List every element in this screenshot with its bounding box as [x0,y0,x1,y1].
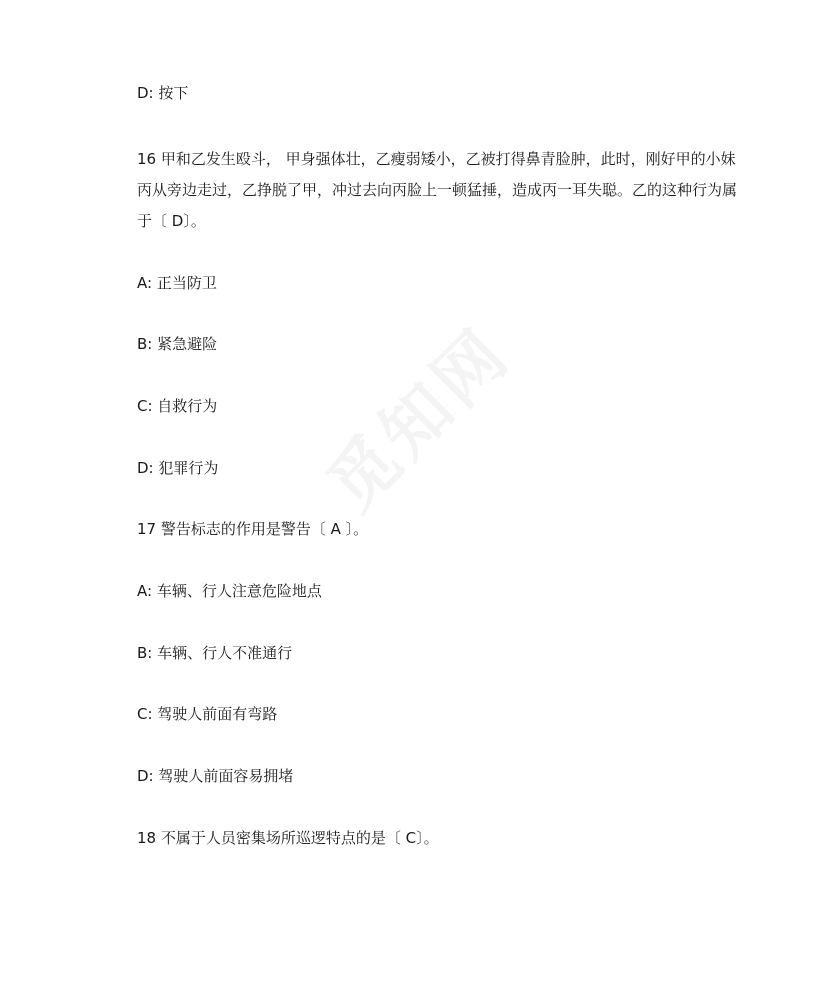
question-18: 18 不属于人员密集场所巡逻特点的是〔 C〕。 [137,829,439,847]
option-b-q17: B: 车辆、行人不准通行 [137,644,293,662]
watermark: 觅知网 [313,313,527,527]
option-d-q15: D: 按下 [137,84,189,102]
option-b-q16: B: 紧急避险 [137,335,218,353]
option-d-q16: D: 犯罪行为 [137,459,219,477]
option-a-q17: A: 车辆、行人注意危险地点 [137,582,322,600]
question-16: 16 甲和乙发生殴斗， 甲身强体壮，乙瘦弱矮小，乙被打得鼻青脸肿，此时，刚好甲的小妹丙从旁边走过，乙挣脱了甲，冲过去向丙脸上一顿猛捶，造成丙一耳失聪。乙的这种行为属于〔 D〕。 [137,150,738,230]
option-d-q17: D: 驾驶人前面容易拥堵 [137,767,294,785]
option-c-q17: C: 驾驶人前面有弯路 [137,705,278,723]
option-c-q16: C: 自救行为 [137,397,218,415]
question-17: 17 警告标志的作用是警告〔 A 〕。 [137,520,369,538]
option-a-q16: A: 正当防卫 [137,274,217,292]
